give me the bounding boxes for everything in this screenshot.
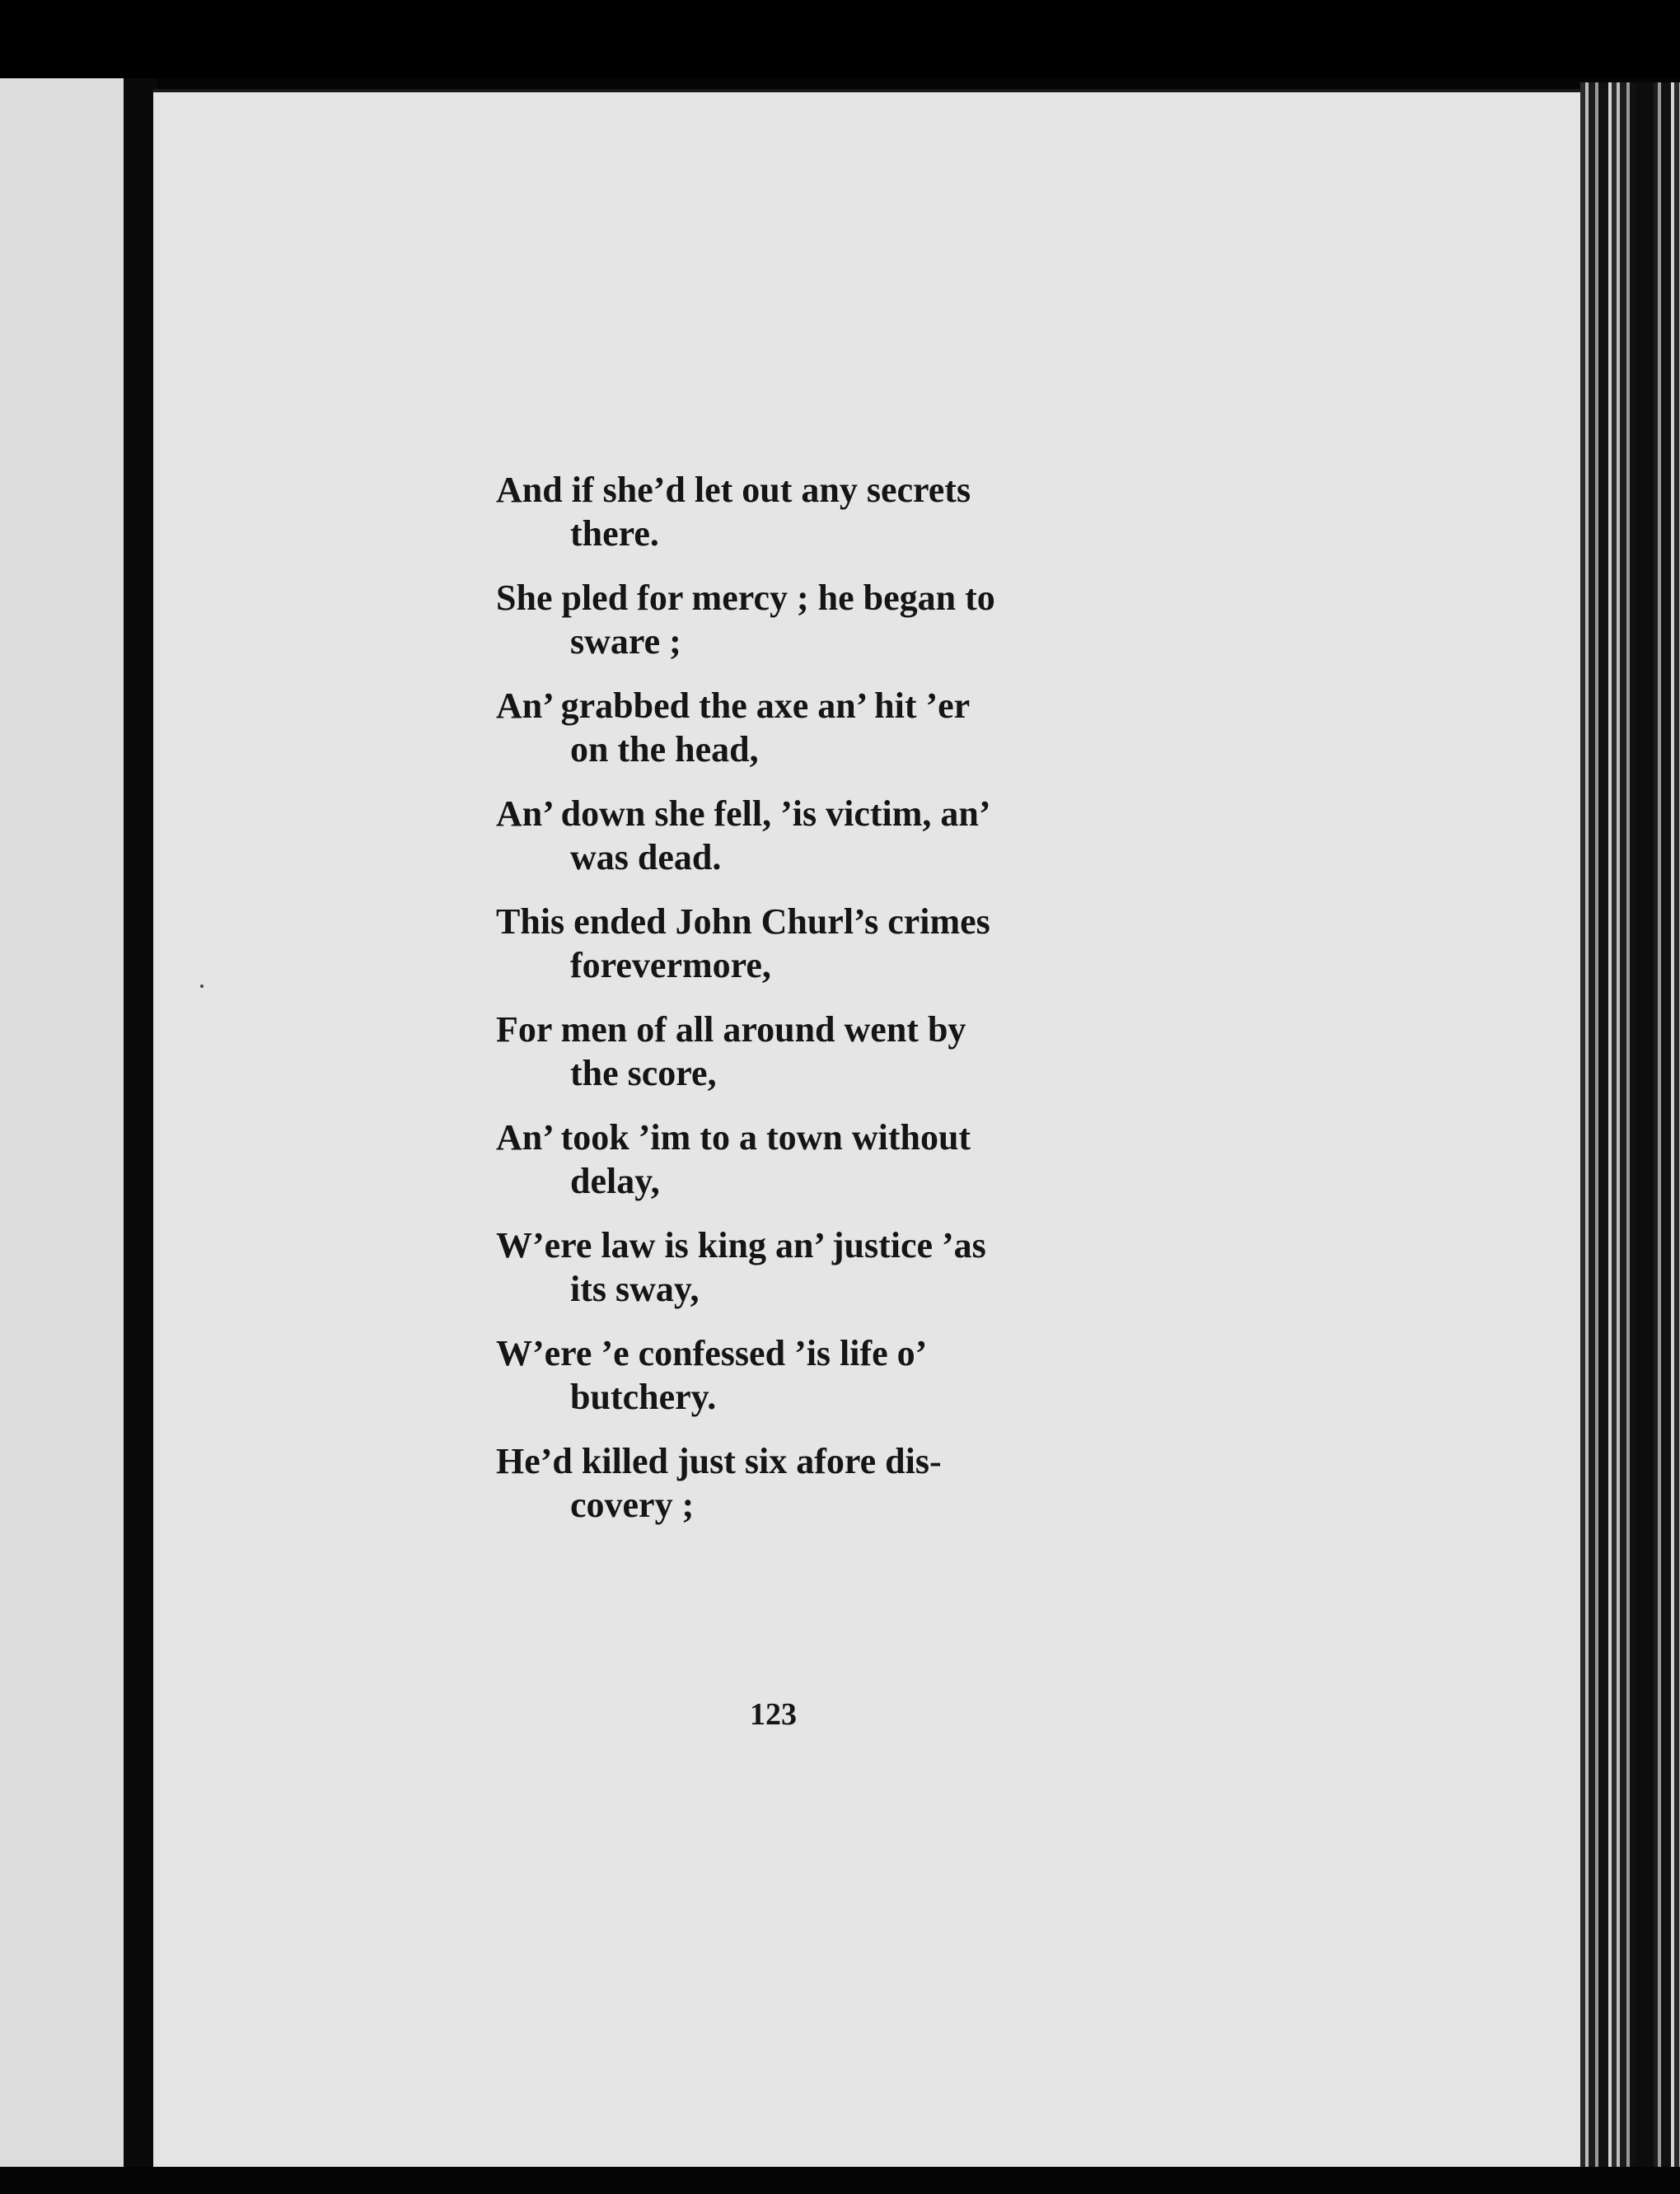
verse-line: He’d killed just six afore dis- [496,1441,942,1481]
verse-line-continuation: butchery. [570,1377,717,1417]
bottom-shadow [0,2167,1680,2194]
verse-line-continuation: on the head, [570,729,759,770]
verse-line: And if she’d let out any secrets [496,470,971,510]
verse-line: She pled for mercy ; he began to [496,578,995,618]
verse-line-continuation: delay, [570,1161,660,1201]
verse-couplet-line [496,792,1089,879]
verse-line-continuation: forevermore, [570,945,771,985]
verse-couplet-line [496,468,1089,555]
verse-line-continuation: there. [570,513,659,554]
verse-line-continuation: was dead. [570,837,722,877]
verse-line-continuation: its sway, [570,1269,700,1309]
verse-line-continuation: the score, [570,1053,717,1093]
verse-line: This ended John Churl’s crimes [496,901,990,942]
verse-couplet-line [496,1331,1089,1419]
verse-line-continuation: covery ; [570,1485,695,1525]
page-edge-stack [1580,82,1680,2175]
poem-text [496,468,1089,1547]
verse-couplet-line [496,576,1089,663]
verse-line: An’ grabbed the axe an’ hit ’er [496,685,971,726]
top-shadow [0,0,1680,78]
book-cover-edge [1636,82,1654,2175]
verse-line: An’ took ’im to a town without [496,1117,971,1158]
book-gutter [124,78,157,2194]
verse-couplet-line [496,1116,1089,1203]
verse-couplet-line [496,1439,1089,1527]
verse-couplet-line [496,684,1089,771]
verse-line: For men of all around went by [496,1009,966,1050]
verse-line: An’ down she fell, ’is victim, an’ [496,793,991,834]
verse-couplet-line [496,1008,1089,1095]
verse-line: W’ere ’e confessed ’is life o’ [496,1333,928,1373]
dust-speck [200,985,204,988]
verse-couplet-line [496,1223,1089,1311]
verse-line-continuation: sware ; [570,621,681,662]
verse-line: W’ere law is king an’ justice ’as [496,1225,986,1265]
verse-couplet-line [496,900,1089,987]
page-number: 123 [750,1697,797,1732]
left-page-edge [0,78,128,2175]
